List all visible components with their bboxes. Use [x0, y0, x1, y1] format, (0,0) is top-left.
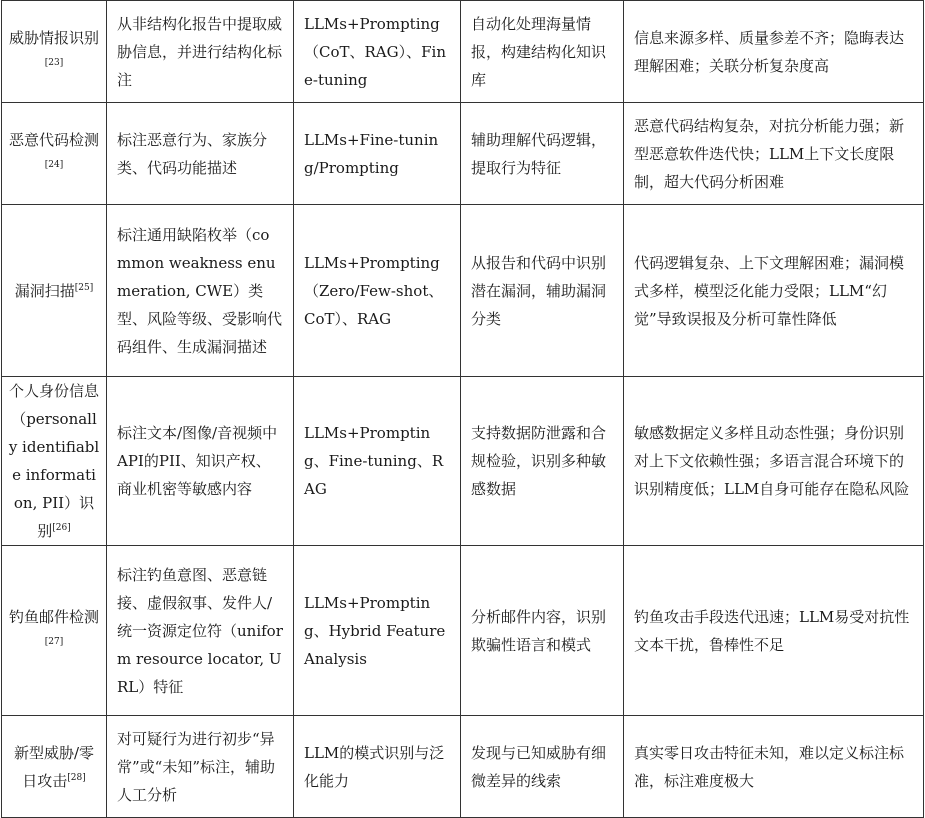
task-name: 个人身份信息（personally identifiable information, PII）识别 [8, 382, 100, 540]
challenge-cell: 真实零日攻击特征未知，难以定义标注标准，标注难度极大 [624, 716, 924, 818]
annotation-cell: 标注通用缺陷枚举（common weakness enumeration, CWE）类型、风险等级、受影响代码组件、生成漏洞描述 [107, 205, 294, 377]
goal-cell: 支持数据防泄露和合规检验，识别多种敏感数据 [461, 377, 624, 546]
technique-cell: LLMs+Prompting（Zero/Few-shot、CoT）、RAG [294, 205, 461, 377]
technique-cell: LLMs+Prompting、Fine-tuning、RAG [294, 377, 461, 546]
technique-cell: LLMs+Prompting（CoT、RAG）、Fine-tuning [294, 1, 461, 103]
annotation-cell: 标注钓鱼意图、恶意链接、虚假叙事、发件人/统一资源定位符（uniform resource locator, URL）特征 [107, 546, 294, 716]
citation-ref: [28] [67, 772, 86, 783]
task-cell [2, 205, 107, 377]
task-name: 漏洞扫描 [14, 281, 75, 300]
task-cell [2, 546, 107, 716]
table-row [2, 103, 924, 205]
task-name: 威胁情报识别 [8, 28, 99, 47]
challenge-cell: 恶意代码结构复杂，对抗分析能力强；新型恶意软件迭代快；LLM上下文长度限制，超大代码分析困难 [624, 103, 924, 205]
challenge-cell: 钓鱼攻击手段迭代迅速；LLM易受对抗性文本干扰，鲁棒性不足 [624, 546, 924, 716]
challenge-cell: 敏感数据定义多样且动态性强；身份识别对上下文依赖性强；多语言混合环境下的识别精度低；LLM自身可能存在隐私风险 [624, 377, 924, 546]
task-cell [2, 1, 107, 103]
challenge-cell: 代码逻辑复杂、上下文理解困难；漏洞模式多样，模型泛化能力受限；LLM“幻觉”导致误报及分析可靠性降低 [624, 205, 924, 377]
table-row [2, 546, 924, 716]
table-row [2, 377, 924, 546]
annotation-cell: 对可疑行为进行初步“异常”或“未知”标注，辅助人工分析 [107, 716, 294, 818]
goal-cell: 发现与已知威胁有细微差异的线索 [461, 716, 624, 818]
citation-ref: [25] [74, 282, 94, 293]
table-row [2, 716, 924, 818]
citation-ref: [23] [44, 57, 64, 68]
citation-ref: [24] [44, 159, 64, 170]
table-row [2, 205, 924, 377]
technique-cell: LLMs+Prompting、Hybrid Feature Analysis [294, 546, 461, 716]
annotation-cell: 从非结构化报告中提取威胁信息，并进行结构化标注 [107, 1, 294, 103]
goal-cell: 从报告和代码中识别潜在漏洞，辅助漏洞分类 [461, 205, 624, 377]
task-name: 钓鱼邮件检测 [8, 607, 99, 626]
annotation-cell: 标注文本/图像/音视频中API的PII、知识产权、商业机密等敏感内容 [107, 377, 294, 546]
task-cell [2, 103, 107, 205]
challenge-cell: 信息来源多样、质量参差不齐；隐晦表达理解困难；关联分析复杂度高 [624, 1, 924, 103]
technique-cell: LLMs+Fine-tuning/Prompting [294, 103, 461, 205]
citation-ref: [26] [52, 523, 71, 533]
security-annotation-table [1, 0, 924, 818]
table-row [2, 1, 924, 103]
citation-ref: [27] [44, 636, 64, 647]
task-cell [2, 377, 107, 546]
goal-cell: 辅助理解代码逻辑，提取行为特征 [461, 103, 624, 205]
task-name: 恶意代码检测 [8, 130, 99, 149]
goal-cell: 自动化处理海量情报，构建结构化知识库 [461, 1, 624, 103]
task-name: 新型威胁/零日攻击 [13, 743, 95, 790]
annotation-cell: 标注恶意行为、家族分类、代码功能描述 [107, 103, 294, 205]
goal-cell: 分析邮件内容，识别欺骗性语言和模式 [461, 546, 624, 716]
technique-cell: LLM的模式识别与泛化能力 [294, 716, 461, 818]
task-cell [2, 716, 107, 818]
